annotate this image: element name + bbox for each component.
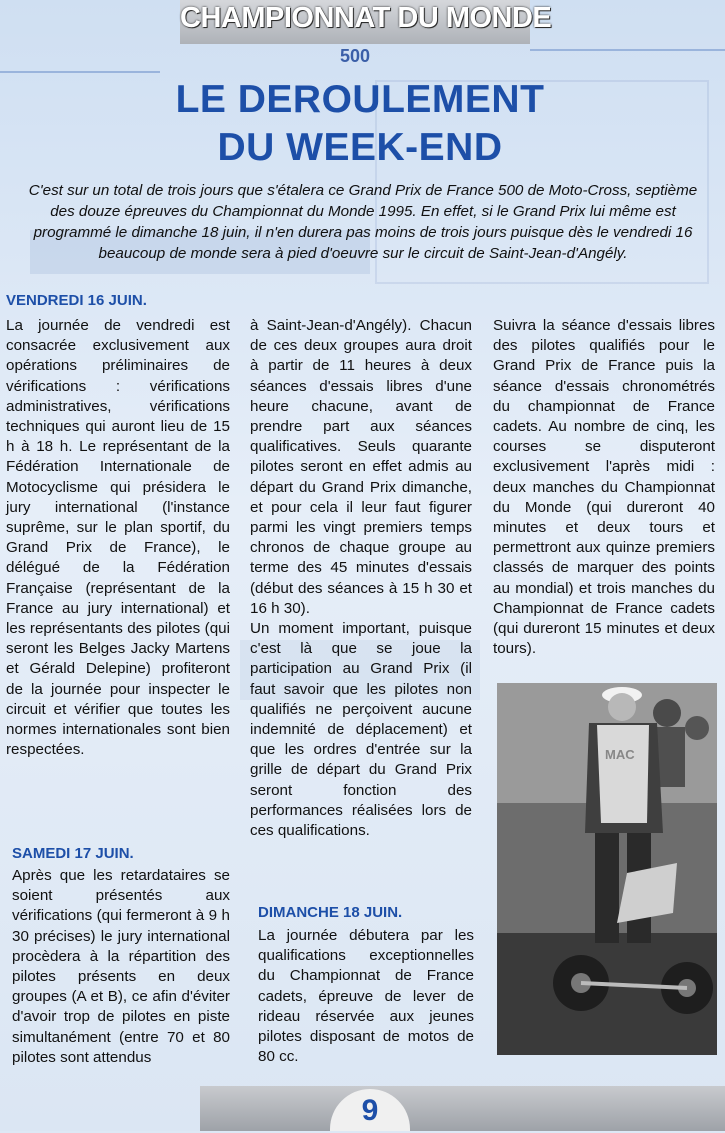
text-middle [250, 316, 472, 841]
text-vendredi [6, 316, 230, 760]
paragraph: La journée de vendredi est consacrée exclusivement aux opérations préliminaires de vérifications : vérifications administratives, vérifications techniques qui auront lieu de 15 h à 18 h. Le représentant de la Fédération Internationale de Motocyclisme qui présidera le jury international (l'instance suprême, sur le plan sportif, du Grand Prix de France), le délégué de la Fédération Française (représentant de la France au jury international) et les représentants des pilotes (qui seront les Belges Jacky Martens et Gérald Delepine) profiteront de la journée pour inspecter le circuit et vérifier que toutes les normes internationales sont bien respectées. [6, 317, 230, 759]
header-rule [530, 49, 725, 51]
text-dimanche [258, 926, 474, 1067]
header-rule [0, 71, 160, 73]
footer-band [200, 1086, 725, 1131]
race-photo-illustration [497, 683, 717, 1055]
main-title-line1: LE DEROULEMENT [175, 78, 545, 121]
paragraph: La journée débutera par les qualifications exceptionnelles du Championnat de France cadets, épreuve de lever de rideau réservée aux jeunes pilotes disposant de motos de 80 cc. [258, 927, 474, 1066]
header-subtitle: 500 [339, 46, 371, 66]
paragraph: Suivra la séance d'essais libres des pilotes qualifiés pour le Grand Prix de France puis la séance d'essais chronométrés du championnat de France cadets. Au nombre de cinq, les courses se disputeront exclusivement l'après midi : deux manches du Championnat du Monde (qui dureront 40 minutes et deux tours et permettront aux quinze premiers classés de marquer des points au mondial) et trois manches du Championnat de France cadets (qui dureront 15 minutes et deux tours). [493, 317, 715, 658]
page-number: 9 [330, 1089, 410, 1131]
section-heading-vendredi: VENDREDI 16 JUIN. [6, 292, 147, 309]
main-title-line2: DU WEEK-END [217, 126, 503, 169]
section-heading-samedi: SAMEDI 17 JUIN. [12, 845, 134, 862]
paragraph: Un moment important, puisque c'est là que se joue la participation au Grand Prix (il faut savoir que les pilotes non qualifiés ne perçoivent aucune indemnité de déplacement) et que les ordres d'entrée sur la grille de départ du Grand Prix seront fonction des performances réalisées lors de ces qualifications. [250, 620, 472, 840]
header-title: CHAMPIONNAT DU MONDE [180, 2, 552, 34]
paragraph: à Saint-Jean-d'Angély). Chacun de ces deux groupes aura droit à partir de 11 heures à deux séances d'essais libres d'une heure chacune, avant de prendre part aux séances qualificatives. Seuls quarante pilotes seront en effet admis au départ du Grand Prix dimanche, et pour cela il leur faut figurer parmi les vingt premiers temps chronos de chaque groupe au terme des 45 minutes d'essais (début des séances à 15 h 30 et 16 h 30). [250, 317, 472, 617]
vest-text: MAC [605, 747, 635, 762]
section-heading-dimanche: DIMANCHE 18 JUIN. [258, 904, 403, 921]
text-samedi [12, 866, 230, 1068]
intro-paragraph: C'est sur un total de trois jours que s'étalera ce Grand Prix de France 500 de Moto-Cross, septième des douze épreuves du Championnat du Monde 1995. En effet, si le Grand Prix lui même est programmé le dimanche 18 juin, il n'en durera pas moins de trois jours puisque dès le vendredi 16 beaucoup de monde sera à pied d'oeuvre sur le circuit de Saint-Jean-d'Angély. [28, 182, 698, 262]
text-right [493, 316, 715, 659]
main-title [100, 76, 620, 172]
paragraph: Après que les retardataires se soient présentés aux vérifications (qui fermeront à 9 h 30 précises) le jury international procèdera à la répartition des pilotes présents en deux groupes (A et B), ce afin d'éviter d'avoir trop de pilotes en piste simultanément (entre 70 et 80 pilotes sont attendus [12, 867, 230, 1066]
race-photo [497, 683, 717, 1055]
